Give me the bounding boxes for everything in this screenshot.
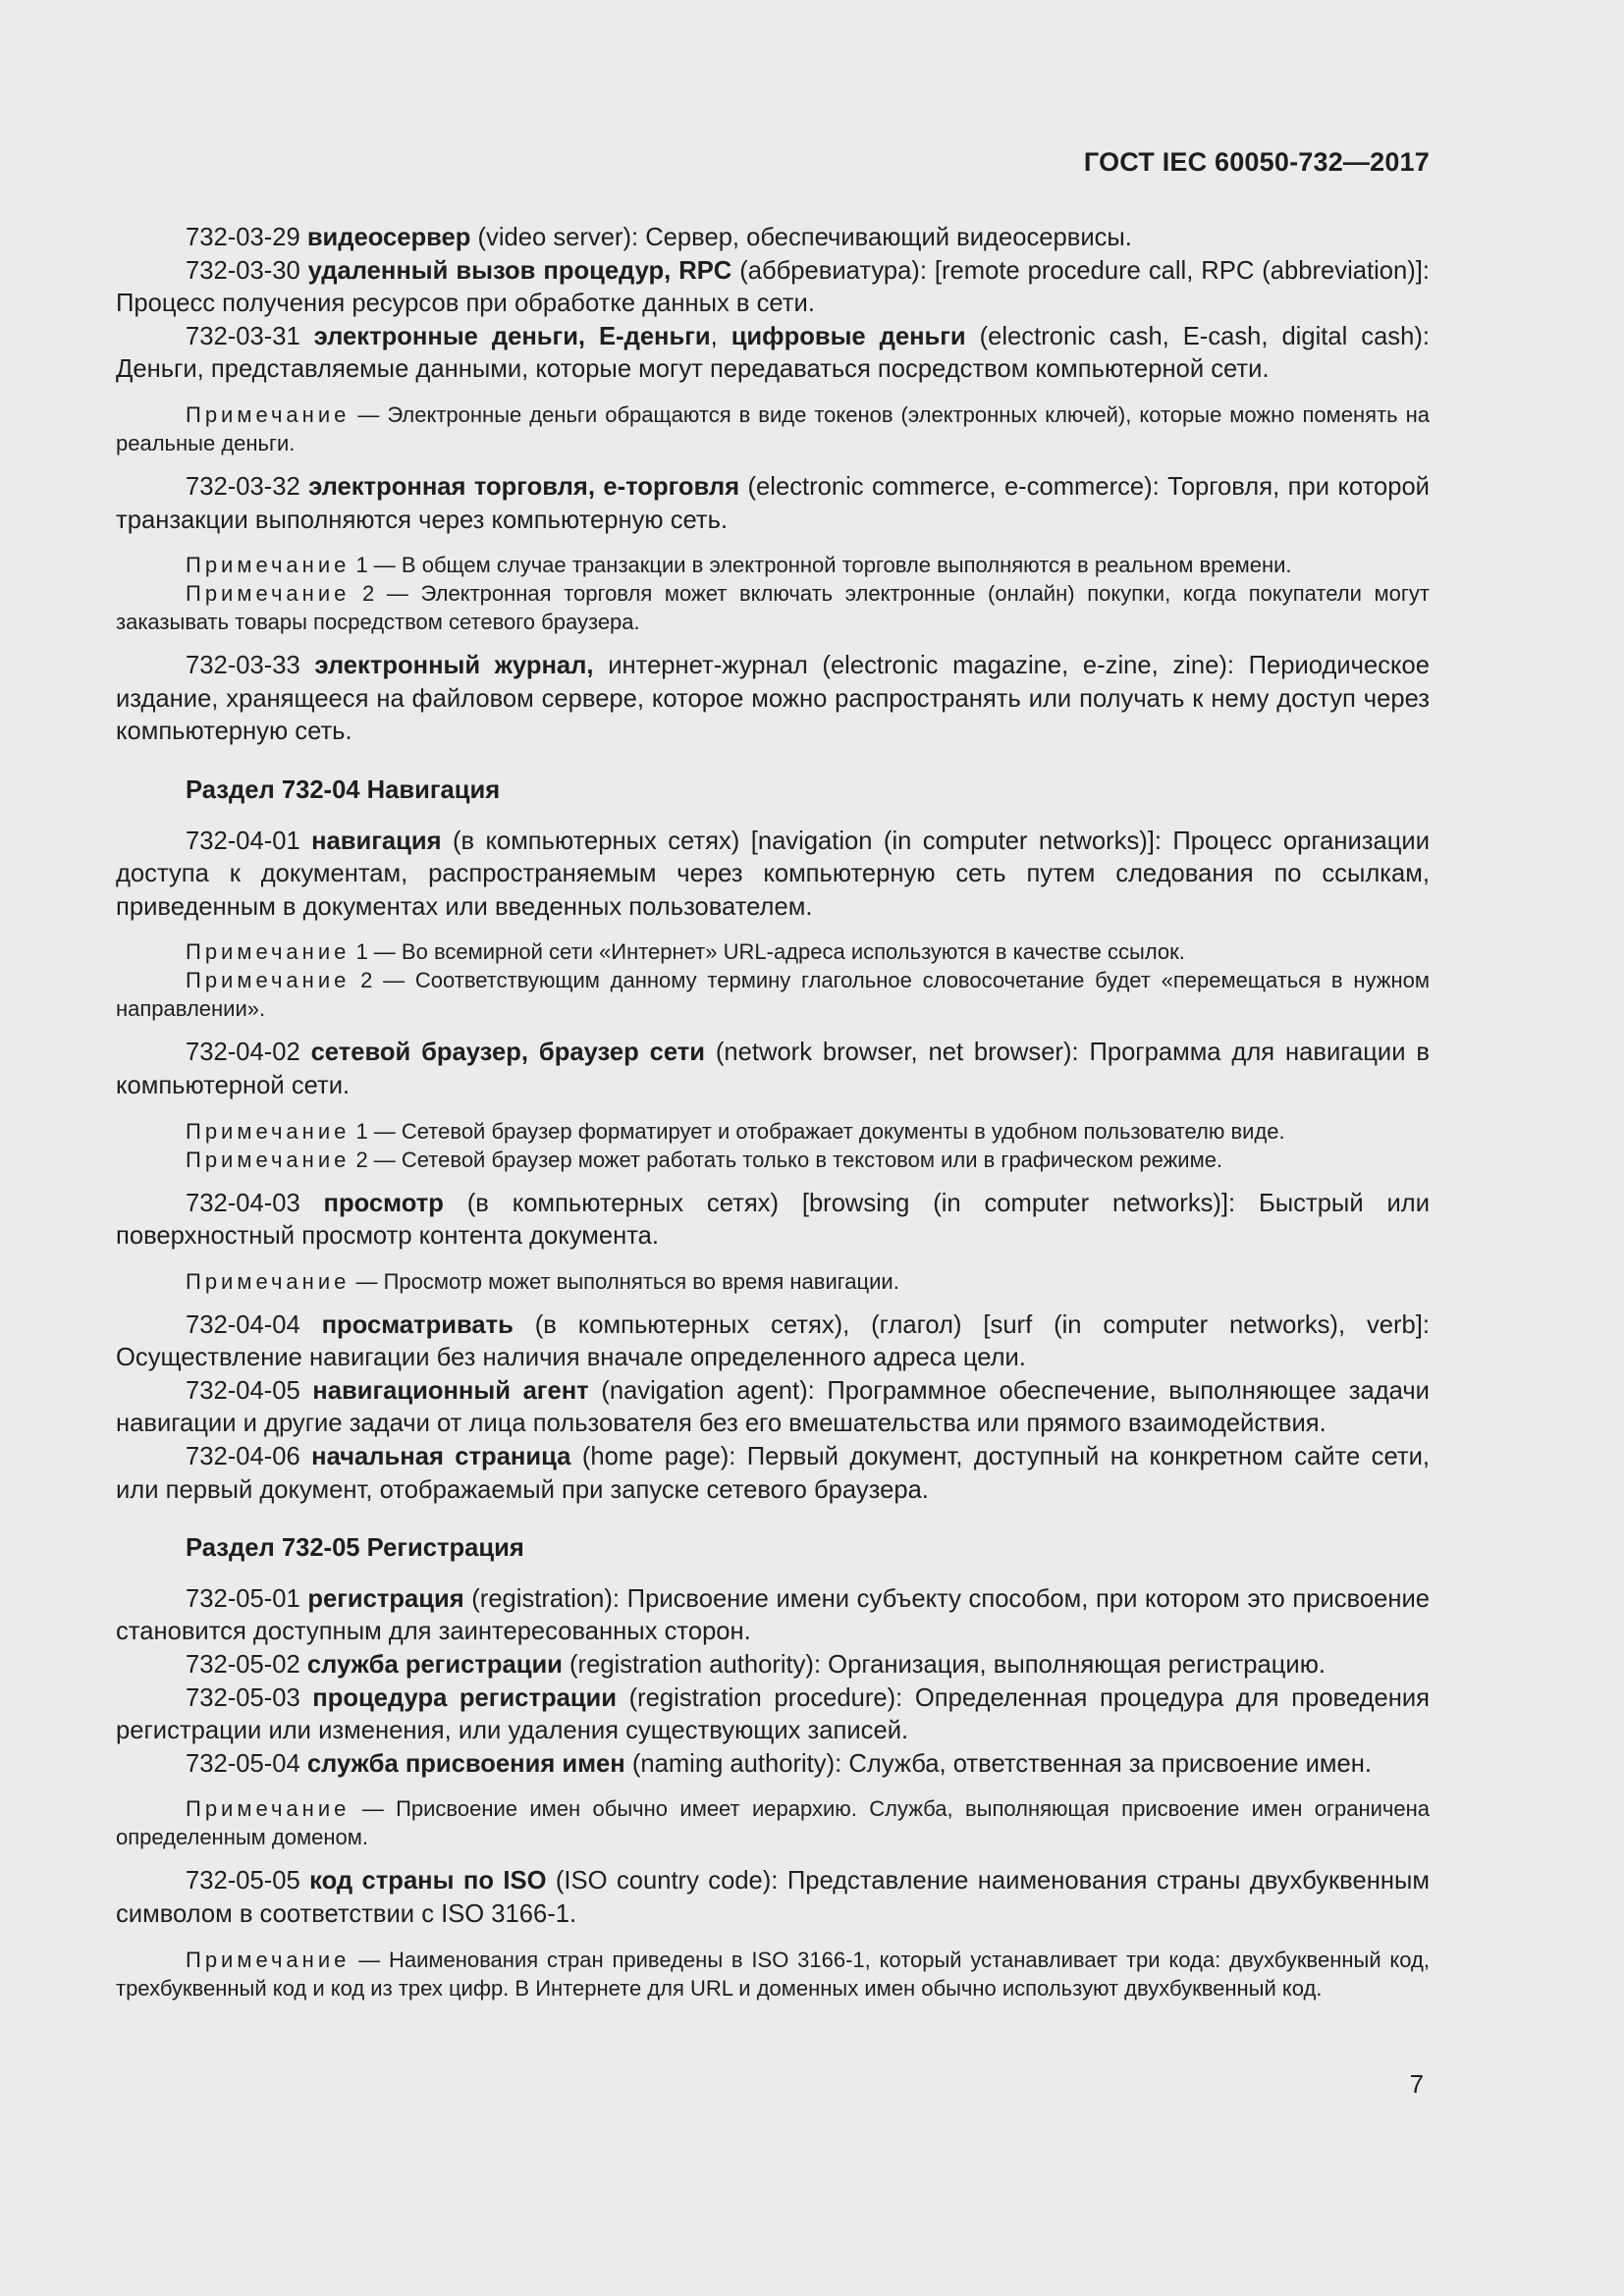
term-entry	[116, 1441, 1430, 1507]
term-name: навигационный агент	[312, 1376, 589, 1405]
section-heading: Раздел 732-05 Регистрация	[186, 1534, 524, 1563]
term-note	[116, 1267, 1430, 1296]
term-note	[116, 579, 1430, 636]
term-note	[116, 1946, 1430, 2002]
term-name: процедура регистрации	[312, 1683, 618, 1712]
term-number: 732-03-33	[186, 652, 300, 680]
term-entry	[116, 222, 1430, 255]
note-text: 2 — Соответствующим данному термину глагольное словосочетание будет «перемещаться в нужном направлении».	[116, 968, 1430, 1022]
term-definition: (network browser, net browser): Программа для навигации в компьютерной сети.	[116, 1039, 1430, 1099]
term-entry	[116, 1865, 1430, 1931]
term-name: видеосервер	[306, 224, 471, 251]
note-text: 1 — В общем случае транзакции в электронной торговле выполняются в реальном времени.	[350, 553, 1292, 578]
term-number: 732-04-01	[186, 827, 300, 855]
term-number: 732-05-02	[186, 1651, 300, 1680]
term-definition: интернет-журнал (electronic magazine, e-zine, zine): Периодическое издание, хранящееся на файловом сервере, которое можно распространять или получать к нему доступ через компьютерную сеть.	[116, 652, 1431, 746]
term-number: 732-03-30	[186, 256, 300, 285]
note-label: Примечание	[186, 939, 351, 965]
term-definition: (аббревиатура): [remote procedure call, RPC (abbreviation)]: Процесс получения ресурсов при обработке данных в сети.	[116, 256, 1430, 318]
term-note	[116, 400, 1430, 457]
term-definition: (в компьютерных сетях) [browsing (in computer networks)]: Быстрый или поверхностный просмотр контента документа.	[116, 1189, 1430, 1251]
note-label: Примечание	[186, 1118, 351, 1144]
term-number: 732-04-03	[186, 1189, 300, 1217]
term-number: 732-04-06	[186, 1443, 300, 1471]
term-number: 732-05-01	[186, 1584, 300, 1613]
term-number: 732-03-29	[186, 224, 300, 251]
note-text: — Электронные деньги обращаются в виде токенов (электронных ключей), которые можно поменять на реальные деньги.	[116, 401, 1430, 455]
term-entry	[116, 1649, 1430, 1682]
term-entry	[116, 255, 1430, 321]
note-label: Примечание	[186, 581, 351, 607]
term-entry	[116, 1037, 1430, 1102]
term-entry	[116, 1309, 1430, 1375]
term-note	[116, 1146, 1430, 1174]
term-number: 732-05-03	[186, 1683, 300, 1712]
term-name-alt: цифровые деньги	[731, 322, 966, 350]
term-entry	[116, 321, 1430, 387]
term-definition: (naming authority): Служба, ответственная за присвоение имен.	[624, 1749, 1373, 1778]
note-text: — Присвоение имен обычно имеет иерархию. Служба, выполняющая присвоение имен ограничена определенным доменом.	[116, 1796, 1430, 1850]
note-label: Примечание	[186, 1147, 351, 1172]
term-name: электронная торговля, е-торговля	[308, 472, 740, 501]
term-name: код страны по ISO	[309, 1867, 547, 1896]
section-heading: Раздел 732-04 Навигация	[186, 775, 501, 804]
page-content	[116, 222, 1430, 2002]
term-note	[116, 966, 1430, 1023]
term-entry	[116, 1682, 1430, 1748]
term-number: 732-04-02	[186, 1039, 300, 1067]
note-text: 2 — Сетевой браузер может работать только в текстовом или в графическом режиме.	[350, 1147, 1223, 1172]
term-name: служба регистрации	[306, 1651, 563, 1680]
note-label: Примечание	[186, 1268, 351, 1294]
note-label: Примечание	[186, 1947, 351, 1972]
term-number: 732-03-31	[186, 322, 300, 350]
term-number: 732-04-04	[186, 1310, 300, 1339]
standard-header: ГОСТ IEC 60050-732—2017	[1083, 147, 1430, 177]
note-label: Примечание	[186, 553, 351, 578]
term-entry	[116, 1188, 1430, 1254]
term-number: 732-04-05	[186, 1376, 300, 1405]
term-definition: (registration): Присвоение имени субъекту способом, при котором это присвоение становится доступным для заинтересованных сторон.	[116, 1584, 1430, 1646]
note-text: — Наименования стран приведены в ISO 3166-1, который устанавливает три кода: двухбуквенный код, трехбуквенный код и код из трех цифр. В Интернете для URL и доменных имен обычно используют двухбуквенный код.	[116, 1947, 1430, 2001]
note-label: Примечание	[186, 1796, 351, 1822]
term-entry	[116, 1583, 1430, 1649]
term-name: электронный журнал,	[314, 652, 594, 680]
term-definition: (в компьютерных сетях), (глагол) [surf (in computer networks), verb]: Осуществление навигации без наличия вначале определенного адреса цели.	[116, 1310, 1430, 1372]
term-definition: (electronic cash, E-cash, digital cash): Деньги, представляемые данными, которые могут передаваться посредством компьютерной сети.	[116, 322, 1430, 384]
note-label: Примечание	[186, 968, 351, 993]
term-definition: (video server): Сервер, обеспечивающий видеосервисы.	[470, 224, 1132, 251]
term-name: регистрация	[307, 1584, 464, 1613]
term-name: сетевой браузер, браузер сети	[310, 1039, 705, 1067]
term-note	[116, 1794, 1430, 1851]
term-name: удаленный вызов процедур, RPC	[307, 256, 732, 285]
document-page	[116, 0, 1430, 2296]
term-name: просматривать	[321, 1310, 514, 1339]
term-number: 732-05-05	[186, 1867, 300, 1896]
note-text: — Просмотр может выполняться во время навигации.	[350, 1268, 899, 1294]
term-definition: (home page): Первый документ, доступный на конкретном сайте сети, или первый документ, отображаемый при запуске сетевого браузера.	[116, 1443, 1430, 1504]
term-entry	[116, 1375, 1430, 1441]
term-entry	[116, 1748, 1430, 1782]
term-separator: ,	[710, 322, 731, 350]
term-note	[116, 551, 1430, 579]
term-entry	[116, 471, 1430, 537]
term-name: навигация	[311, 827, 442, 855]
term-definition: (electronic commerce, e-commerce): Торговля, при которой транзакции выполняются через компьютерную сеть.	[116, 472, 1430, 534]
term-definition: (ISO country code): Представление наименования страны двухбуквенным символом в соответствии с ISO 3166-1.	[116, 1867, 1430, 1928]
term-number: 732-03-32	[186, 472, 300, 501]
term-name: просмотр	[323, 1189, 444, 1217]
term-name: начальная страница	[311, 1443, 571, 1471]
note-text: 1 — Во всемирной сети «Интернет» URL-адреса используются в качестве ссылок.	[350, 939, 1185, 965]
term-definition: (registration authority): Организация, выполняющая регистрацию.	[562, 1651, 1326, 1680]
term-definition: (navigation agent): Программное обеспечение, выполняющее задачи навигации и другие задачи от лица пользователя без его вмешательства или прямого взаимодействия.	[116, 1376, 1430, 1438]
term-definition: (registration procedure): Определенная процедура для проведения регистрации или изменения, или удаления существующих записей.	[116, 1683, 1430, 1745]
term-name: электронные деньги, Е-деньги	[313, 322, 711, 350]
term-number: 732-05-04	[186, 1749, 300, 1778]
term-note	[116, 937, 1430, 966]
term-definition: (в компьютерных сетях) [navigation (in computer networks)]: Процесс организации доступа к документам, распространяемым через компьютерную сеть путем следования по ссылкам, приведенным в документах или введенных пользователем.	[116, 827, 1430, 921]
page-number: 7	[1409, 2071, 1424, 2099]
note-text: 1 — Сетевой браузер форматирует и отображает документы в удобном пользователю виде.	[350, 1118, 1285, 1144]
note-label: Примечание	[186, 401, 351, 427]
term-name: служба присвоения имен	[306, 1749, 625, 1778]
note-text: 2 — Электронная торговля может включать электронные (онлайн) покупки, когда покупатели могут заказывать товары посредством сетевого браузера.	[116, 581, 1430, 635]
term-entry	[116, 650, 1430, 749]
term-note	[116, 1117, 1430, 1146]
term-entry	[116, 826, 1430, 925]
